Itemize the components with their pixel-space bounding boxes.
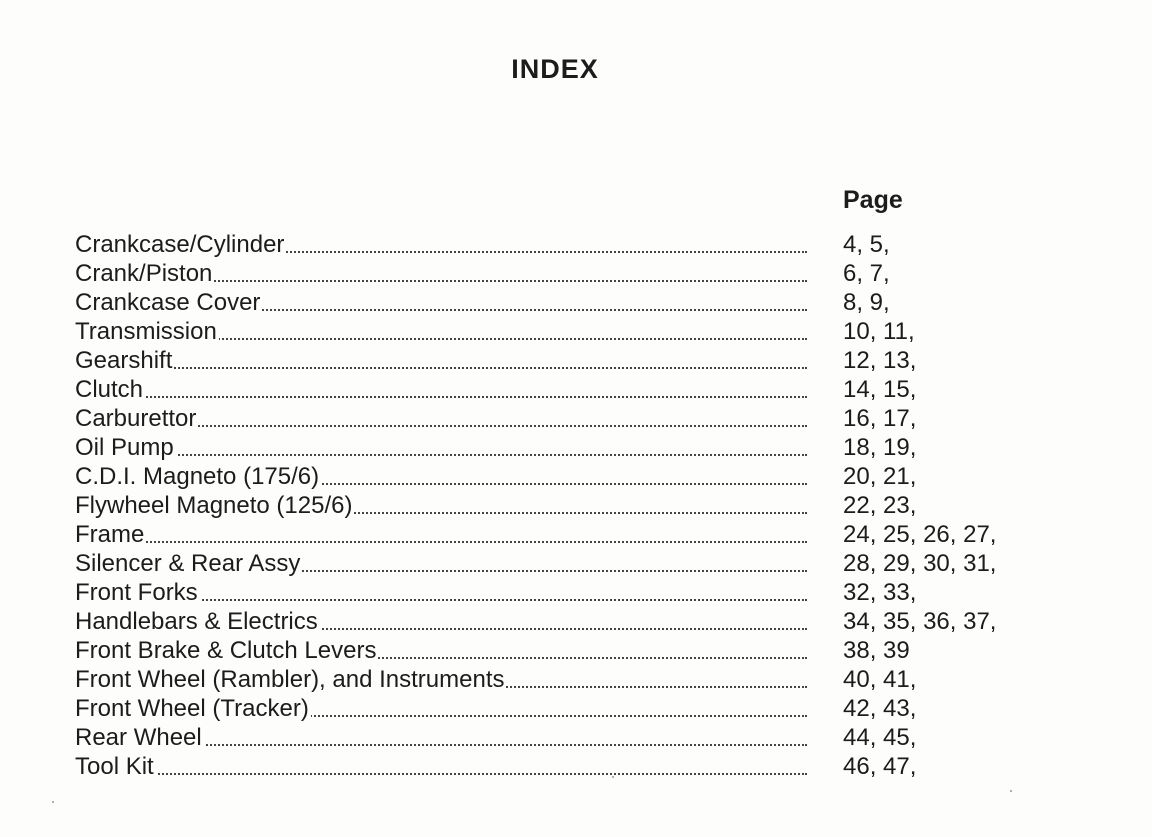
dot-leader xyxy=(75,541,807,543)
entry-pages: 34, 35, 36, 37, xyxy=(843,608,997,635)
entry-pages: 10, 11, xyxy=(843,318,915,345)
index-entry xyxy=(75,607,1075,636)
entry-label: Silencer & Rear Assy xyxy=(75,550,301,577)
entry-pages: 24, 25, 26, 27, xyxy=(843,521,997,548)
dot-leader xyxy=(75,396,807,398)
entry-pages: 4, 5, xyxy=(843,231,890,258)
index-entry xyxy=(75,549,1075,578)
entry-label: Gearshift xyxy=(75,347,173,374)
entry-pages: 14, 15, xyxy=(843,376,917,403)
entry-pages: 6, 7, xyxy=(843,260,890,287)
entry-pages: 20, 21, xyxy=(843,463,917,490)
page-title: INDEX xyxy=(511,54,599,84)
entry-label: Front Wheel (Rambler), and Instruments xyxy=(75,666,505,693)
entry-label: C.D.I. Magneto (175/6) xyxy=(75,463,320,490)
entry-label: Tool Kit xyxy=(75,753,154,780)
index-entry xyxy=(75,462,1075,491)
entry-label: Handlebars & Electrics xyxy=(75,608,318,635)
index-entry xyxy=(75,578,1075,607)
dot-leader xyxy=(75,367,807,369)
entry-pages: 44, 45, xyxy=(843,724,917,751)
entry-pages: 28, 29, 30, 31, xyxy=(843,550,997,577)
entry-label: Oil Pump xyxy=(75,434,174,461)
dot-leader xyxy=(75,454,807,456)
index-entry xyxy=(75,259,1075,288)
index-entry xyxy=(75,317,1075,346)
entry-pages: 18, 19, xyxy=(843,434,917,461)
index-entry xyxy=(75,288,1075,317)
scan-speck xyxy=(52,801,54,803)
scan-speck xyxy=(612,776,614,778)
index-list xyxy=(75,230,1075,781)
index-entry xyxy=(75,723,1075,752)
entry-pages: 40, 41, xyxy=(843,666,917,693)
entry-label: Transmission xyxy=(75,318,217,345)
entry-label: Carburettor xyxy=(75,405,197,432)
index-entry xyxy=(75,375,1075,404)
entry-pages: 32, 33, xyxy=(843,579,917,606)
index-entry xyxy=(75,346,1075,375)
index-entry xyxy=(75,404,1075,433)
page-column-header: Page xyxy=(843,186,903,214)
entry-label: Front Brake & Clutch Levers xyxy=(75,637,377,664)
entry-pages: 38, 39 xyxy=(843,637,910,664)
entry-pages: 8, 9, xyxy=(843,289,890,316)
entry-label: Rear Wheel xyxy=(75,724,202,751)
index-entry xyxy=(75,636,1075,665)
dot-leader xyxy=(75,773,807,775)
entry-label: Crank/Piston xyxy=(75,260,213,287)
index-entry xyxy=(75,752,1075,781)
entry-label: Crankcase/Cylinder xyxy=(75,231,285,258)
index-entry xyxy=(75,433,1075,462)
entry-label: Flywheel Magneto (125/6) xyxy=(75,492,353,519)
index-entry xyxy=(75,230,1075,259)
entry-pages: 46, 47, xyxy=(843,753,917,780)
scan-speck xyxy=(1010,790,1012,792)
index-entry xyxy=(75,665,1075,694)
index-entry xyxy=(75,520,1075,549)
entry-pages: 16, 17, xyxy=(843,405,917,432)
entry-pages: 42, 43, xyxy=(843,695,917,722)
entry-label: Frame xyxy=(75,521,145,548)
entry-label: Front Forks xyxy=(75,579,198,606)
entry-label: Front Wheel (Tracker) xyxy=(75,695,309,722)
index-entry xyxy=(75,694,1075,723)
index-entry xyxy=(75,491,1075,520)
entry-label: Clutch xyxy=(75,376,144,403)
entry-pages: 22, 23, xyxy=(843,492,917,519)
entry-pages: 12, 13, xyxy=(843,347,917,374)
entry-label: Crankcase Cover xyxy=(75,289,261,316)
